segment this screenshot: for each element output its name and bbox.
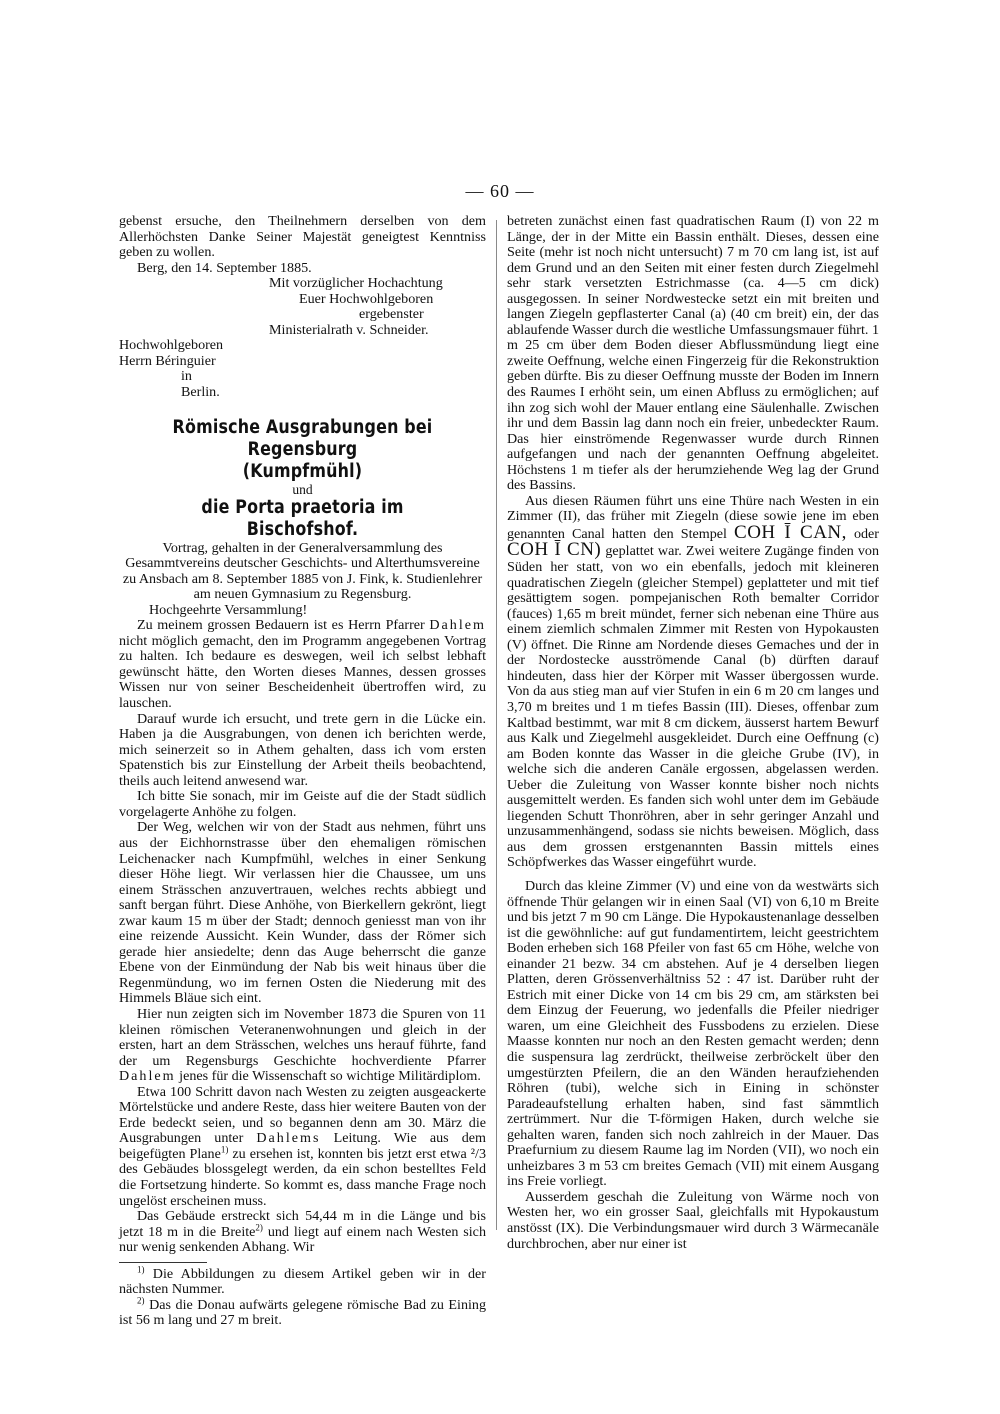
closing-line: Euer Hochwohlgeboren [299, 290, 434, 307]
person-name: Dahlem [429, 617, 486, 634]
lecture-note: Vortrag, gehalten in der Generalversammlung des Gesammtvereins deutscher Geschichts- und Alterthumsvereine zu Ansbach am 8. September 1885 von J. Fink, k. Studienlehrer am neuen Gymnasium zu Regensburg. [122, 539, 483, 603]
footnote-separator [119, 1262, 207, 1263]
paragraph: Etwa 100 Schritt davon nach Westen zu zeigten ausgeackerte Mörtelstücke und andere Reste, dass hier weitere Bauten von der Erde bedeckt seien, und so begannen denn am 30. März die Ausgrabungen unter Dahlems Leitung. Wie aus dem beigefügten Plane$^{1)}$ zu ersehen ist, konnten bis jetzt erst etwa ²/3 des Gebäudes blossgelegt werden, da ein schon bestelltes Feld die Fortsetzung hinderte. So kommt es, dass manche Frage noch ungelöst erscheinen muss. [119, 1083, 486, 1209]
stamp-inscription: COH Ī CN) [507, 539, 602, 561]
letter-date: Berg, den 14. September 1885. [137, 259, 312, 276]
address-line: Berlin. [181, 384, 220, 401]
paragraph: Durch das kleine Zimmer (V) und eine von da westwärts sich öffnende Thür gelangen wir in einen Saal (VI) von 6,10 m Breite und bis jetzt 7 m 90 cm Länge. Die Hypokaustenanlage desselben ist die gewöhnliche: auf gut fundamentirtem, leicht geestrichtem Boden erheben sich 168 Pfeiler von fast 65 cm Höhe, welche von einander 21 bezw. 34 cm abstehen. Auf je 4 derselben liegen Platten, deren Grössenverhältniss 52 : 47 ist. Darüber ruht der Estrich mit einer Dicke von 14 cm bis 29 cm, am stärksten bei dem Einzug der Feuerung, wo jedenfalls die Pfeiler niedriger waren, um eine Gleichheit des Fussbodens zu erzielen. Diese Maasse konnten nur noch an den Resten gemacht werden; denn die suspensura lag zerdrückt, theilweise zerbröckelt über den umgestürzten Pfeilern, die an den Wänden heraufziehenden Röhren (tubi), welche sich in Eining in schönster Paradeaufstellung erhalten haben, sind fast sämmtlich zertrümmert. Nur die T-förmigen Haken, durch welche sie gehalten waren, fanden sich noch zahlreich in der Mauer. Das Praefurnium zu diesem Raume lag im Norden (VII), wo noch ein unheizbares 3 m 53 cm breites Gemach (VII) mit einem Ausgang ins Freie vorliegt. [507, 877, 879, 1190]
salutation: Hochgeehrte Versammlung! [149, 601, 308, 618]
page-number: — 60 — [465, 181, 535, 201]
paragraph: Ausserdem geschah die Zuleitung von Wärme noch von Westen her, wo ein grosser Saal, gleichfalls mit Hypokaustum anstösst (IX). Die Verbindungsmauer wird durch 3 Wärmecanäle durchbrochen, aber nur einer ist [507, 1188, 879, 1252]
article-title-conjunction: und [292, 481, 313, 497]
stamp-inscription: COH Ī CAN, [734, 521, 847, 543]
paragraph: Der Weg, welchen wir von der Stadt aus nehmen, führt uns aus der Eichhornstrasse über den ehemaligen römischen Leichenacker nach Kumpfmühl, welches in einer Senkung dieser Höhe liegt. Wir verlassen hier die Chaussee, um uns einem Strässchen anzuvertrauen, welches rechts abbiegt und sanft bergan führt. Diese Anhöhe, von Bierkellern gekrönt, liegt zwar kaum 15 m über der Stadt; dennoch geniesst man von ihr eine reizende Aussicht. Kein Wunder, dass der Römer sich gerade hier ansiedelte; denn das Auge beherrscht die ganze Ebene von der Einmündung der Nab bis weit hinaus über die Regenmündung, wo im fernen Osten die Niederung mit des Himmels Bläue sich eint. [119, 819, 486, 1007]
footnote: $^{2)}$ Das die Donau aufwärts gelegene römische Bad zu Eining ist 56 m lang und 27 m breit. [119, 1295, 487, 1329]
paragraph: Hier nun zeigten sich im November 1873 die Spuren von 11 kleinen römischen Veteranenwohnungen und gleich in der ersten, hart an dem Strässchen, welches uns herauf führte, fand der um Regensburgs Geschichte hochverdiente Pfarrer Dahlem jenes für die Wissenschaft so wichtige Militärdiplom. [119, 1005, 486, 1085]
article-title: die Porta praetoria im Bischofshof. [201, 496, 404, 540]
paragraph: Zu meinem grossen Bedauern ist es Herrn Pfarrer Dahlem nicht möglich gemacht, den im Programm angegebenen Vortrag zu halten. Ich bedaure es deswegen, weil ich selbst lebhaft gewünscht hätte, den Worten dieses Mannes, dessen grosses Wissen nur von seiner Bescheidenheit übertroffen wird, zu lauschen. [119, 617, 486, 712]
paragraph: Das Gebäude erstreckt sich 54,44 m in die Länge und bis jetzt 18 m in die Breite$^{2)}$ und liegt auf einem nach Westen sich nur wenig senkenden Abhang. Wir [119, 1208, 486, 1256]
paragraph: betreten zunächst einen fast quadratischen Raum (I) von 22 m Länge, der in der Mitte ein Bassin enthält. Dieses, dessen eine Seite (mehr ist noch nicht untersucht) 7 m 70 cm lang ist, ist auf dem Grund und an den Seiten mit einer festen durch Ziegelmehl sehr stark versetzten Estrichmasse (ca. 4—5 cm dick) ausgegossen. In seiner Nordwestecke setzt ein mit breiten und langen Ziegeln gepflasterter Canal (a) (40 cm breit) ein, der das ablaufende Wasser durch die westliche Umfassungsmauer führt. 1 m 25 cm über dem Boden dieser Abflussmündung liegt eine zweite Oeffnung, welche einen Fingerzeig für die Rekonstruktion geben dürfte. Bis zu dieser Oeffnung musste der Boden im Innern des Raumes I erhöht sein, um einen Abfluss zu ermöglichen; auf ihn zog sich wohl der Mauer entlang eine Säulenhalle. Zwischen ihr und dem Bassin lag dann noch ein freier, unbedeckter Raum. Das hier einströmende Regenwasser wurde durch Rinnen aufgefangen und nach der genannten Oeffnung abgeleitet. Höchstens 1 m tiefer als der herumziehende Weg lag der Grund des Bassins. [507, 213, 879, 494]
closing-line: Mit vorzüglicher Hochachtung [269, 275, 443, 292]
paragraph: Ich bitte Sie sonach, mir im Geiste auf die der Stadt südlich vorgelagerte Anhöhe zu folgen. [119, 788, 486, 820]
column-divider [496, 220, 497, 1230]
article-title: (Kumpfmühl) [242, 460, 363, 482]
paragraph: Aus diesen Räumen führt uns eine Thüre nach Westen in ein Zimmer (II), das früher mit Ziegeln (diese sowie jene im eben genannten Canal hatten den Stempel COH Ī CAN, oder COH Ī CN) geplattet war. Zwei weitere Zugänge finden von Süden her statt, von wo ein ebenfalls, jedoch mit kleineren quadratischen Ziegeln (gleicher Stempel) geplatteter und mit tief gesättigtem sogen. pompejanischen Roth bemalter Corridor (fauces) 1,65 m breit mündet, ferner sich nebenan eine Thüre aus einem ziemlich schmalen Zimmer mit Resten von Hypokausten (V) öffnet. Die Rinne am Nordende dieses Gemaches und der in der Nordostecke ausströmende Canal (b) dürften darauf hindeuten, dass hier der Körper mit Wasser übergossen wurde. Von da aus stieg man auf vier Stufen in ein 6 m 20 cm langes und 3,70 m breites und 1 m tiefes Bassin (III). Dieses, offenbar zum Kaltbad bestimmt, war mit 8 cm dickem, äusserst hartem Bewurf aus Kalk und Ziegelmehl ausgekleidet. Durch eine Oeffnung (c) am Boden konnte das Wasser in die gleiche Grube (IV), in welche sich die anderen Canäle ergossen, abgelassen werden. Ueber die Zuleitung von Wasser konnte bisher noch nichts ausgemittelt werden. Es fanden sich wohl unter dem im Gebäude liegenden Schutt Thonröhren, aber in sehr geringer Anzahl und unzusammenhängend, sodass sie nichts beweisen. Möglich, dass aus dem grossen erstgenannten Bassin mittels eines Schöpfwerkes das Wasser eingeführt wurde. [507, 492, 879, 871]
footnote-ref: 1) [220, 1144, 229, 1155]
footnote: $^{1)}$ Die Abbildungen zu diesem Artikel geben wir in der nächsten Nummer. [119, 1264, 486, 1298]
paragraph: gebenst ersuche, den Theilnehmern derselben von dem Allerhöchsten Danke Seiner Majestät geneigtest Kenntniss geben zu wollen. [119, 213, 486, 261]
paragraph: Darauf wurde ich ersucht, und trete gern in die Lücke ein. Haben ja die Ausgrabungen, von denen ich berichten werde, mich seinerzeit so in Athem gehalten, dass ich vom ersten Spatenstich bis zur Einstellung der Arbeit theils beobachtend, theils auch leitend anwesend war. [119, 710, 486, 789]
person-name: Dahlem [119, 1068, 176, 1085]
person-name: Dahlems [256, 1130, 321, 1147]
signature: Ministerialrath v. Schneider. [269, 321, 429, 338]
address-line: in [181, 368, 192, 385]
closing-line: ergebenster [359, 306, 424, 323]
left-column [119, 214, 486, 1329]
address-line: Hochwohlgeboren [119, 337, 224, 354]
footnote-ref: 2) [255, 1221, 263, 1232]
address-line: Herrn Béringuier [119, 352, 216, 369]
right-column [507, 214, 879, 1252]
article-title: Römische Ausgrabungen bei Regensburg [172, 416, 433, 460]
